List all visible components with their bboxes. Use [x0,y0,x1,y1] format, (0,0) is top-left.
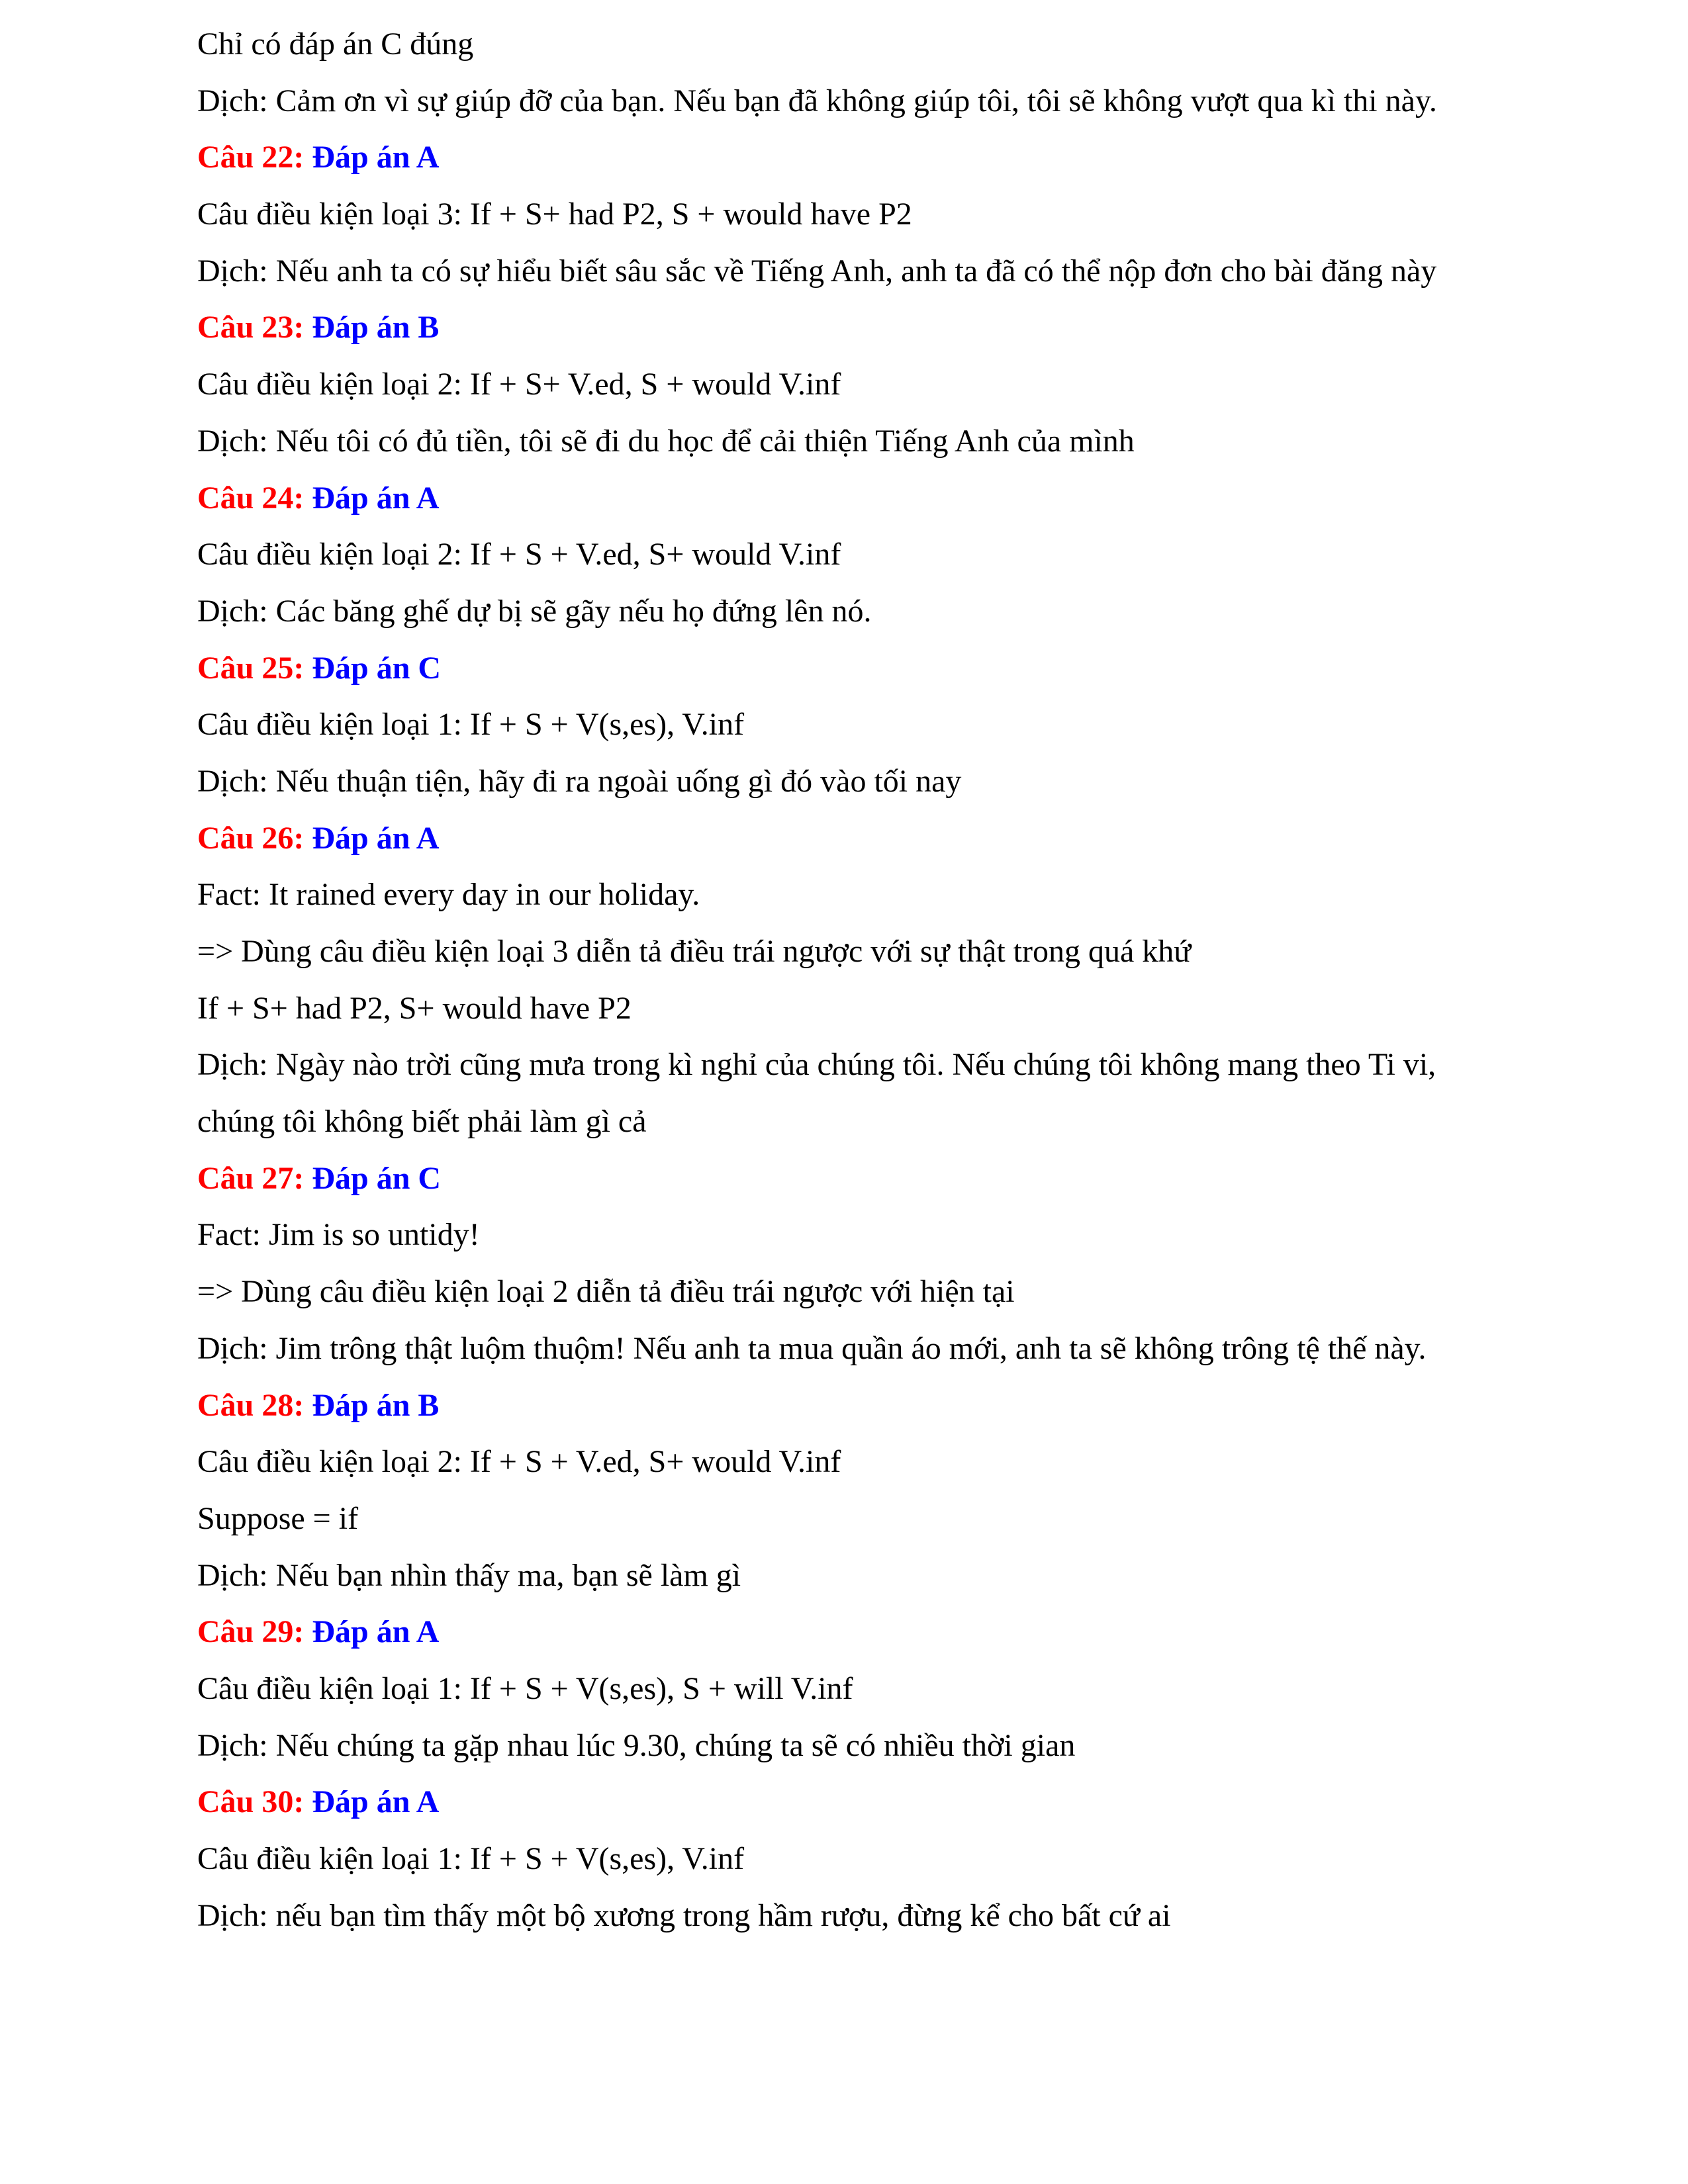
text-line: Câu điều kiện loại 2: If + S + V.ed, S+ would V.inf [197,537,841,572]
text-line: Câu điều kiện loại 2: If + S+ V.ed, S + would V.inf [197,367,841,402]
text-line: Fact: It rained every day in our holiday. [197,877,700,913]
question-heading [197,1377,1521,1434]
answer-label: Đáp án C [312,1160,442,1196]
question-number: Câu 23: [197,310,305,345]
question-heading [197,129,1521,186]
answer-label: Đáp án A [312,1614,440,1650]
question-number: Câu 22: [197,140,305,175]
text-line: Suppose = if [197,1500,359,1536]
text-line: Câu điều kiện loại 1: If + S + V(s,es), V.inf [197,707,745,743]
text-line: Dịch: Jim trông thật luộm thuộm! Nếu anh ta mua quần áo mới, anh ta sẽ không trông tệ thế này. [197,1330,1427,1366]
text-line: Câu điều kiện loại 2: If + S + V.ed, S+ would V.inf [197,1444,841,1480]
question-heading [197,299,1521,356]
text-line: Câu điều kiện loại 1: If + S + V(s,es), V.inf [197,1841,745,1876]
answer-label: Đáp án B [312,1387,440,1423]
text-line: => Dùng câu điều kiện loại 3 diễn tả điều trái ngược với sự thật trong quá khứ [197,934,1192,969]
text-line: Câu điều kiện loại 3: If + S+ had P2, S + would have P2 [197,197,912,232]
text-line: Dịch: Nếu chúng ta gặp nhau lúc 9.30, chúng ta sẽ có nhiều thời gian [197,1727,1076,1763]
question-number: Câu 24: [197,480,305,516]
answer-label: Đáp án B [312,310,440,345]
question-number: Câu 30: [197,1784,305,1820]
text-line: Chỉ có đáp án C đúng [197,26,474,62]
text-line: If + S+ had P2, S+ would have P2 [197,990,632,1026]
text-line: Dịch: Nếu thuận tiện, hãy đi ra ngoài uống gì đó vào tối nay [197,763,962,799]
question-number: Câu 27: [197,1160,305,1196]
document-body [197,16,1521,1944]
answer-label: Đáp án A [312,480,440,516]
question-heading [197,1774,1521,1831]
text-line: => Dùng câu điều kiện loại 2 diễn tả điều trái ngược với hiện tại [197,1274,1015,1310]
question-heading [197,1150,1521,1207]
question-number: Câu 28: [197,1387,305,1423]
text-line: Fact: Jim is so untidy! [197,1217,480,1253]
answer-label: Đáp án C [312,650,442,686]
question-number: Câu 29: [197,1614,305,1650]
question-heading [197,470,1521,527]
text-line: chúng tôi không biết phải làm gì cả [197,1104,647,1140]
answer-label: Đáp án A [312,140,440,175]
question-number: Câu 25: [197,650,305,686]
text-line: Dịch: Nếu anh ta có sự hiểu biết sâu sắc về Tiếng Anh, anh ta đã có thể nộp đơn cho bài đăng này [197,253,1437,289]
question-heading [197,1604,1521,1661]
text-line: Dịch: Nếu bạn nhìn thấy ma, bạn sẽ làm gì [197,1557,741,1593]
answer-label: Đáp án A [312,1784,440,1820]
text-line: Câu điều kiện loại 1: If + S + V(s,es), S + will V.inf [197,1670,853,1706]
text-line: Dịch: Nếu tôi có đủ tiền, tôi sẽ đi du học để cải thiện Tiếng Anh của mình [197,423,1135,459]
question-heading [197,640,1521,697]
question-number: Câu 26: [197,820,305,856]
text-line: Dịch: Cảm ơn vì sự giúp đỡ của bạn. Nếu bạn đã không giúp tôi, tôi sẽ không vượt qua kì thi này. [197,83,1437,118]
answer-label: Đáp án A [312,820,440,856]
text-line: Dịch: Ngày nào trời cũng mưa trong kì nghỉ của chúng tôi. Nếu chúng tôi không mang theo Ti vi, [197,1047,1436,1083]
text-line: Dịch: nếu bạn tìm thấy một bộ xương trong hầm rượu, đừng kể cho bất cứ ai [197,1897,1171,1933]
question-heading [197,810,1521,867]
text-line: Dịch: Các băng ghế dự bị sẽ gãy nếu họ đứng lên nó. [197,593,872,629]
